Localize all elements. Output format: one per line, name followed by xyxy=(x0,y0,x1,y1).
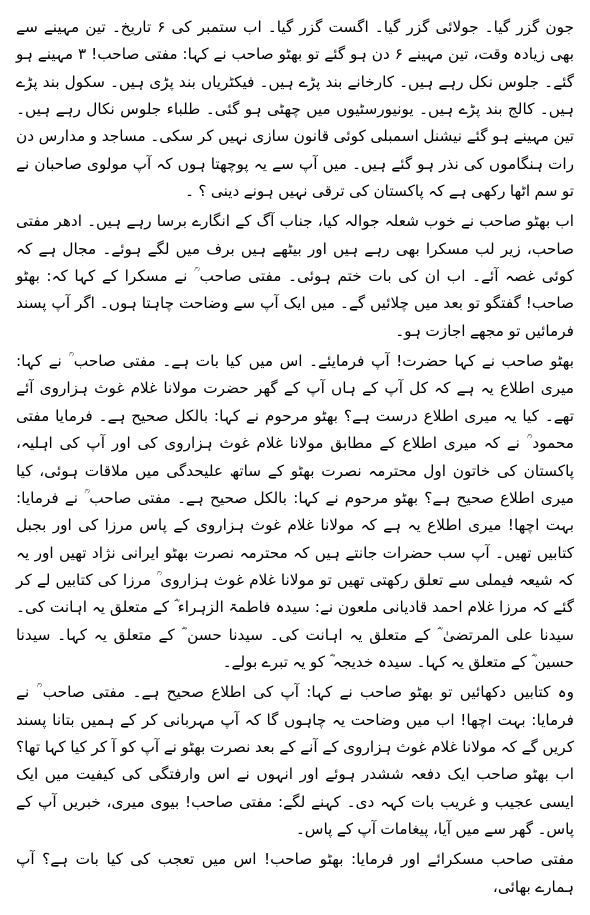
paragraph-3: بھٹو صاحب نے کہا حضرت! آپ فرمایئے۔ اس میں کیا بات ہے۔ مفتی صاحب ؒ نے کہا: میری اطلاع یہ ہے کہ کل آپ کے ہاں آپ کے گھر حضرت مولانا غلام غوث ہزاروی آئے تھے۔ کیا یہ میری اطلاع درست ہے؟ بھٹو مرحوم نے کہا: بالکل صحیح ہے۔ فرمایا مفتی محمود ؒ نے کہ میری اطلاع کے مطابق مولانا غلام غوث ہزاروی کی اور آپ کی اہلیہ، پاکستان کی خاتون اول محترمہ نصرت بھٹو کے ساتھ علیحدگی میں ملاقات ہوئی، کیا میری اطلاع صحیح ہے؟ بھٹو مرحوم نے کہا: بالکل صحیح ہے۔ مفتی صاحب ؒ نے فرمایا: بہت اچھا! میری اطلاع یہ ہے کہ مولانا غلام غوث ہزاروی کے پاس مرزا کی اور بجبل کتابیں تھیں۔ آپ سب حضرات جانتے ہیں کہ محترمہ نصرت بھٹو ایرانی نژاد تھیں اور یہ کہ شیعہ فیملی سے تعلق رکھتی تھیں تو مولانا غلام غوث ہزاروی ؒ مرزا کی کتابیں لے کر گئے کہ مرزا غلام احمد قادیانی ملعون نے: سیدہ فاطمۃ الزہراء ؓ کے متعلق یہ اہانت کی۔ سیدنا علی المرتضیٰ ؓ کے متعلق یہ اہانت کی۔ سیدنا حسن ؓ کے متعلق یہ کہا۔ سیدنا حسین ؓ کے متعلق یہ کہا۔ سیدہ خدیجہ ؓ کو یہ تبرے بولے۔ xyxy=(16,352,574,671)
paragraph-2: اب بھٹو صاحب نے خوب شعلہ جوالہ کیا، جناب آگ کے انگارے برسا رہے ہیں۔ ادھر مفتی صاحب، زیر لب مسکرا بھی رہے ہیں اور بیٹھے ہیں برف میں لگے ہوئے۔ مجال ہے کہ کوئی غصہ آئے۔ اب ان کی بات ختم ہوئی۔ مفتی صاحب ؒ نے مسکرا کے کہا کہ: بھٹو صاحب! گفتگو تو بعد میں چلائیں گے۔ میں ایک آپ سے وضاحت چاہتا ہوں۔ اگر آپ پسند فرمائیں تو مجھے اجازت ہو۔ xyxy=(16,212,574,340)
paragraph-5: مفتی صاحب مسکرائے اور فرمایا: بھٹو صاحب! اس میں تعجب کی کیا بات ہے؟ آپ ہمارے بھائی، xyxy=(16,850,574,896)
paragraph-1: جون گزر گیا۔ جولائی گزر گیا۔ اگست گزر گیا۔ اب ستمبر کی ۶ تاریخ۔ تین مہینے سے بھی زیادہ وقت، تین مہینے ۶ دن ہو گئے تو بھٹو صاحب نے کہا: مفتی صاحب! ۳ مہینے ہو گئے۔ جلوس نکل رہے ہیں۔ کارخانے بند پڑے ہیں۔ فیکٹریاں بند پڑی ہیں۔ سکول بند پڑے ہیں۔ کالج بند پڑے ہیں۔ یونیورسٹیوں میں چھٹی ہو گئی۔ طلباء جلوس نکال رہے ہیں۔ تین مہینے ہو گئے نیشنل اسمبلی کوئی قانون سازی نہیں کر سکی۔ مساجد و مدارس دن رات ہنگاموں کی نذر ہو گئے ہیں۔ میں آپ سے یہ پوچھتا ہوں کہ آپ مولوی صاحبان نے تو سم اٹھا رکھی ہے کہ پاکستان کی ترقی نہیں ہونے دینی ؟ ۔ xyxy=(16,18,574,201)
paragraph-4: وہ کتابیں دکھائیں تو بھٹو صاحب نے کہا: آپ کی اطلاع صحیح ہے۔ مفتی صاحب ؒ نے فرمایا: بہت اچھا! اب میں وضاحت یہ چاہوں گا کہ آپ مہربانی کر کے ہمیں بتانا پسند کریں گے کہ مولانا غلام غوث ہزاروی کے آنے کے بعد نصرت بھٹو نے آپ کو آ کر کیا کہا تھا؟ اب بھٹو صاحب ایک دفعہ ششدر ہوئے اور انہوں نے اس وارفتگی کی کیفیت میں ایک ایسی عجیب و غریب بات کہہ دی۔ کہنے لگے: مفتی صاحب! بیوی میری، خبریں آپ کے پاس۔ گھر سے میں آیا، پیغامات آپ کے پاس۔ xyxy=(16,683,574,838)
